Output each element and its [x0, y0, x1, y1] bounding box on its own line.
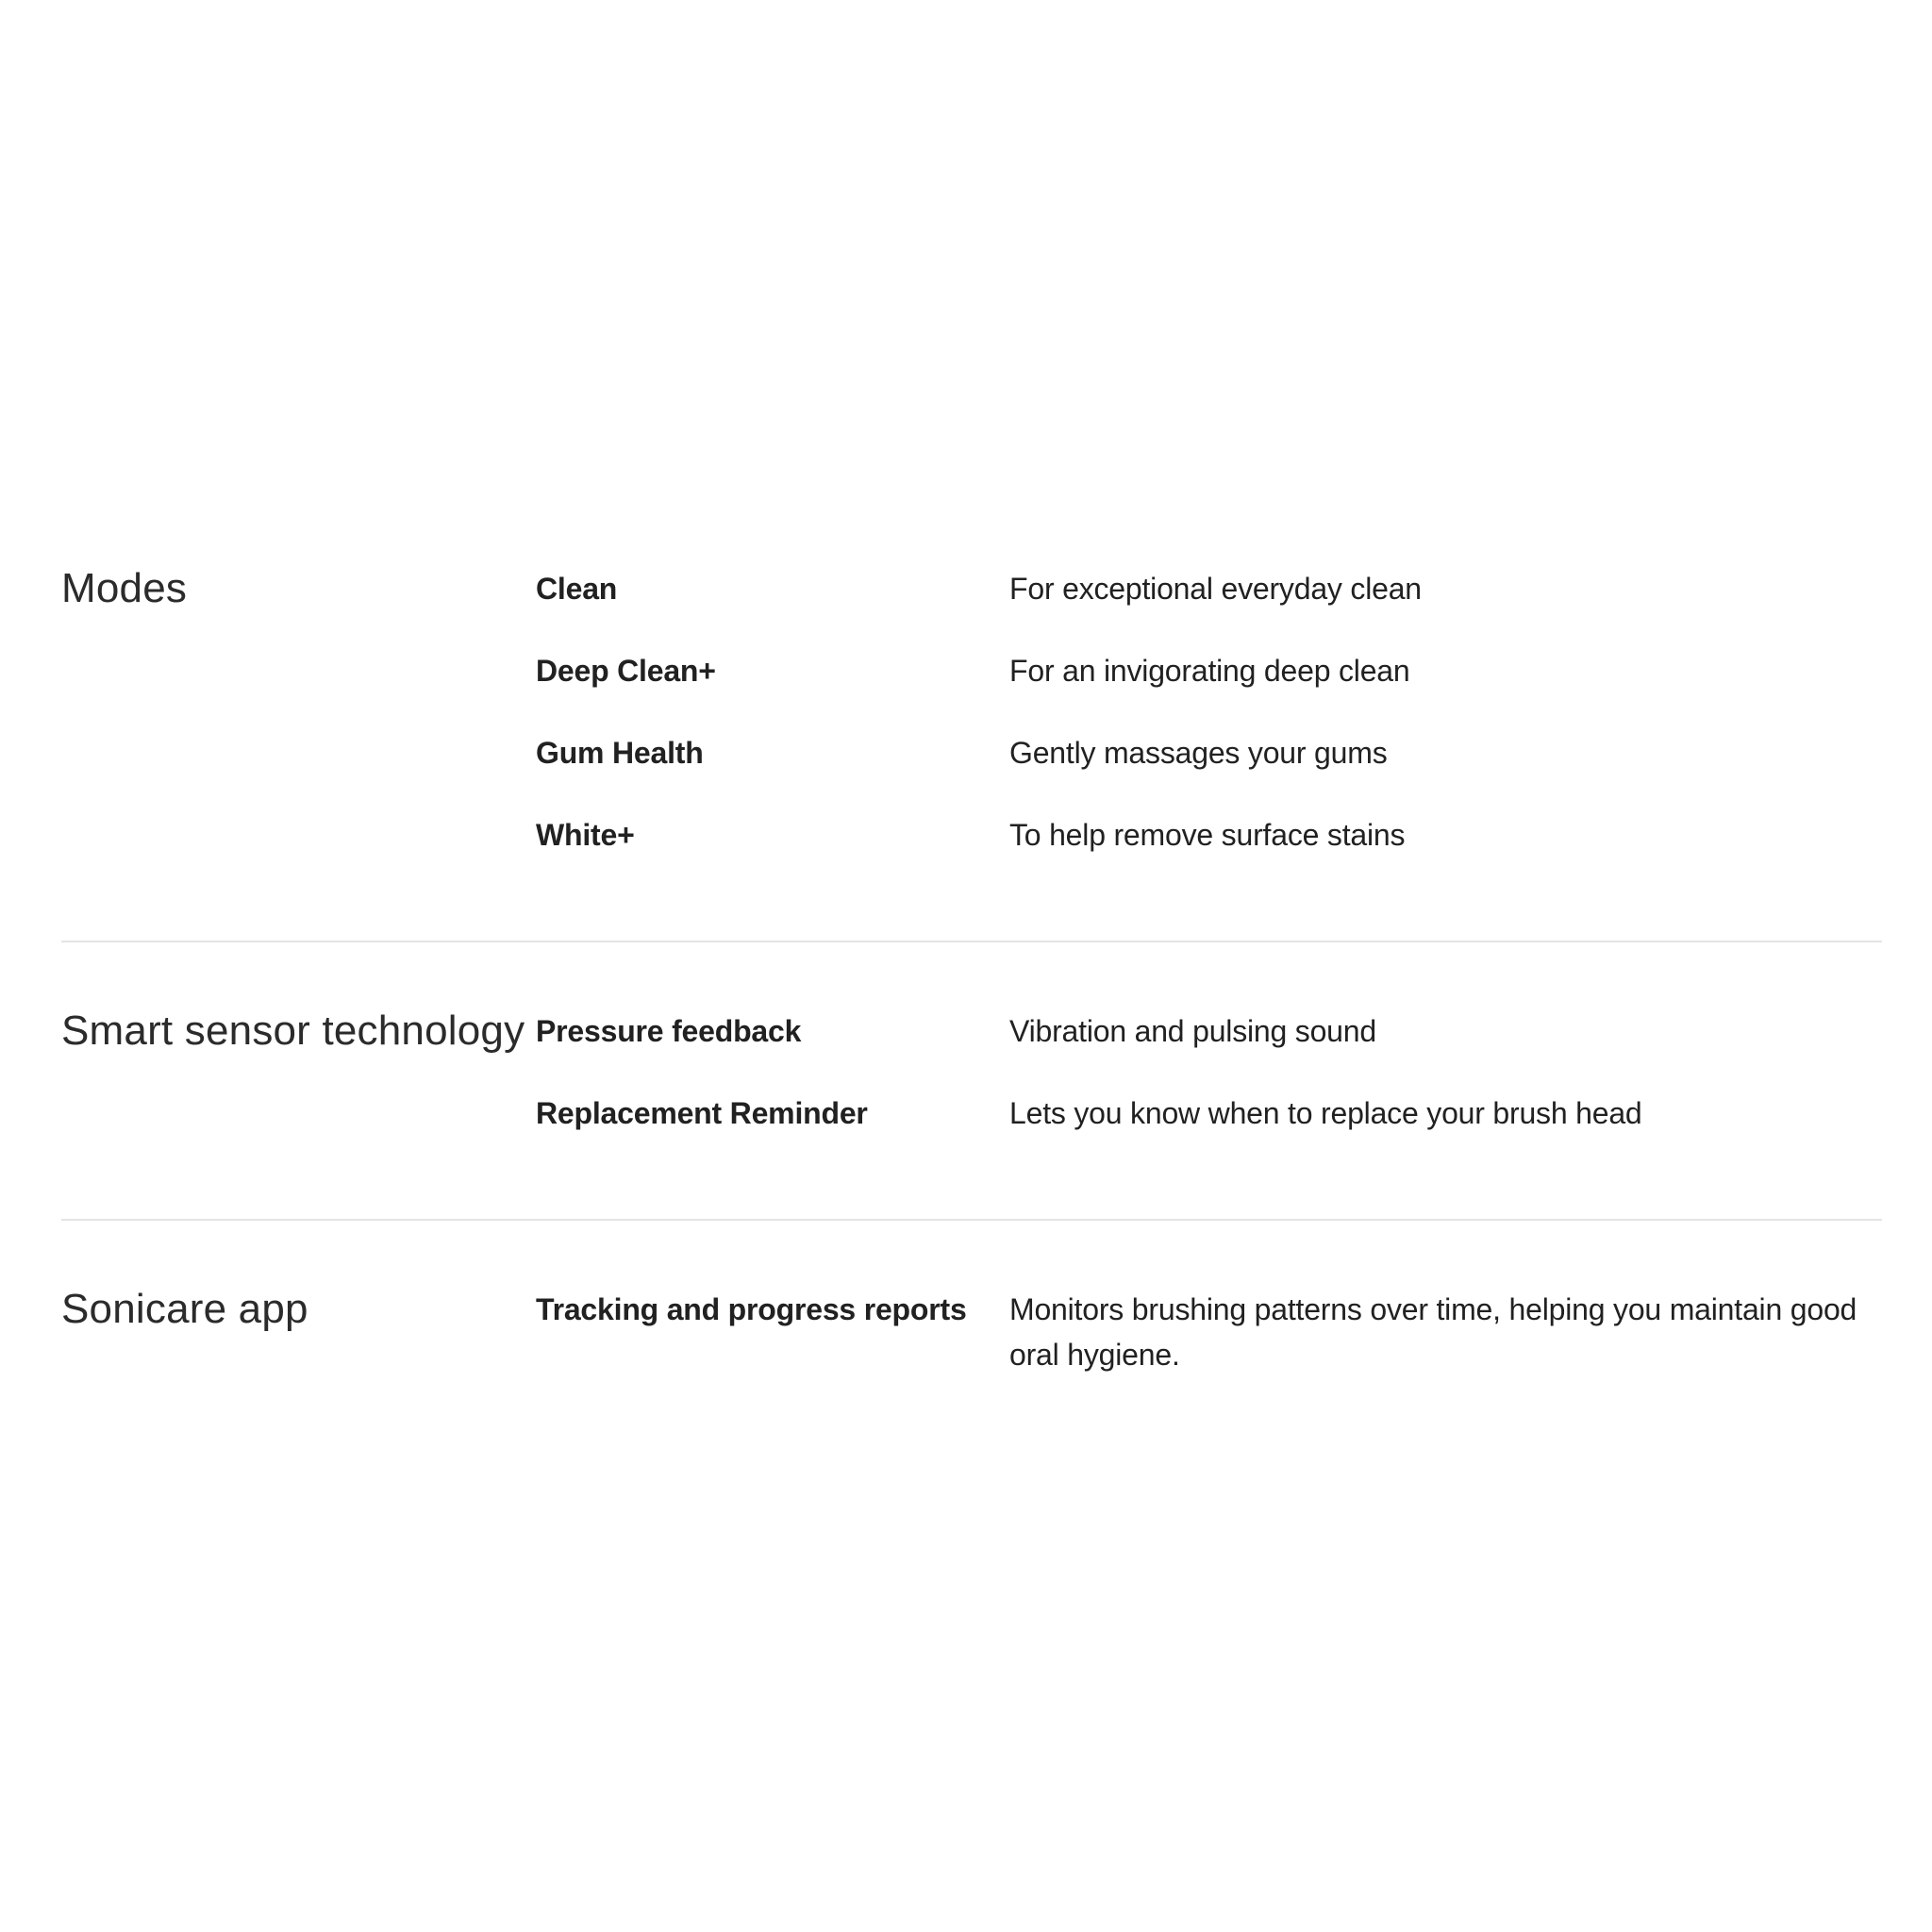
spec-row: [536, 566, 1882, 611]
spec-feature-description: Vibration and pulsing sound: [1009, 1014, 1376, 1048]
spec-section: [61, 1221, 1882, 1460]
section-label: Modes: [61, 565, 188, 611]
section-label: Sonicare app: [61, 1286, 308, 1332]
section-rows: [536, 1287, 1882, 1377]
spec-feature-name: Tracking and progress reports: [536, 1292, 967, 1326]
spec-row: [536, 1091, 1882, 1136]
section-rows: [536, 566, 1882, 858]
spec-feature-name: Replacement Reminder: [536, 1096, 868, 1130]
spec-feature-description: Lets you know when to replace your brush head: [1009, 1096, 1642, 1130]
spec-feature-description: For exceptional everyday clean: [1009, 572, 1422, 606]
spec-feature-name: White+: [536, 818, 635, 852]
section-label: Smart sensor technology: [61, 1008, 525, 1054]
spec-row: [536, 730, 1882, 775]
spec-feature-description: Gently massages your gums: [1009, 736, 1388, 770]
spec-feature-description: For an invigorating deep clean: [1009, 654, 1410, 688]
spec-row: [536, 648, 1882, 693]
spec-row: [536, 1287, 1882, 1377]
section-rows: [536, 1008, 1882, 1136]
spec-feature-name: Pressure feedback: [536, 1014, 802, 1048]
spec-feature-description: To help remove surface stains: [1009, 818, 1406, 852]
spec-feature-name: Deep Clean+: [536, 654, 716, 688]
spec-feature-name: Clean: [536, 572, 618, 606]
spec-feature-description: Monitors brushing patterns over time, helping you maintain good oral hygiene.: [1009, 1292, 1857, 1372]
spec-section: [61, 942, 1882, 1219]
spec-row: [536, 1008, 1882, 1054]
spec-section: [61, 566, 1882, 941]
spec-row: [536, 812, 1882, 858]
spec-feature-name: Gum Health: [536, 736, 704, 770]
